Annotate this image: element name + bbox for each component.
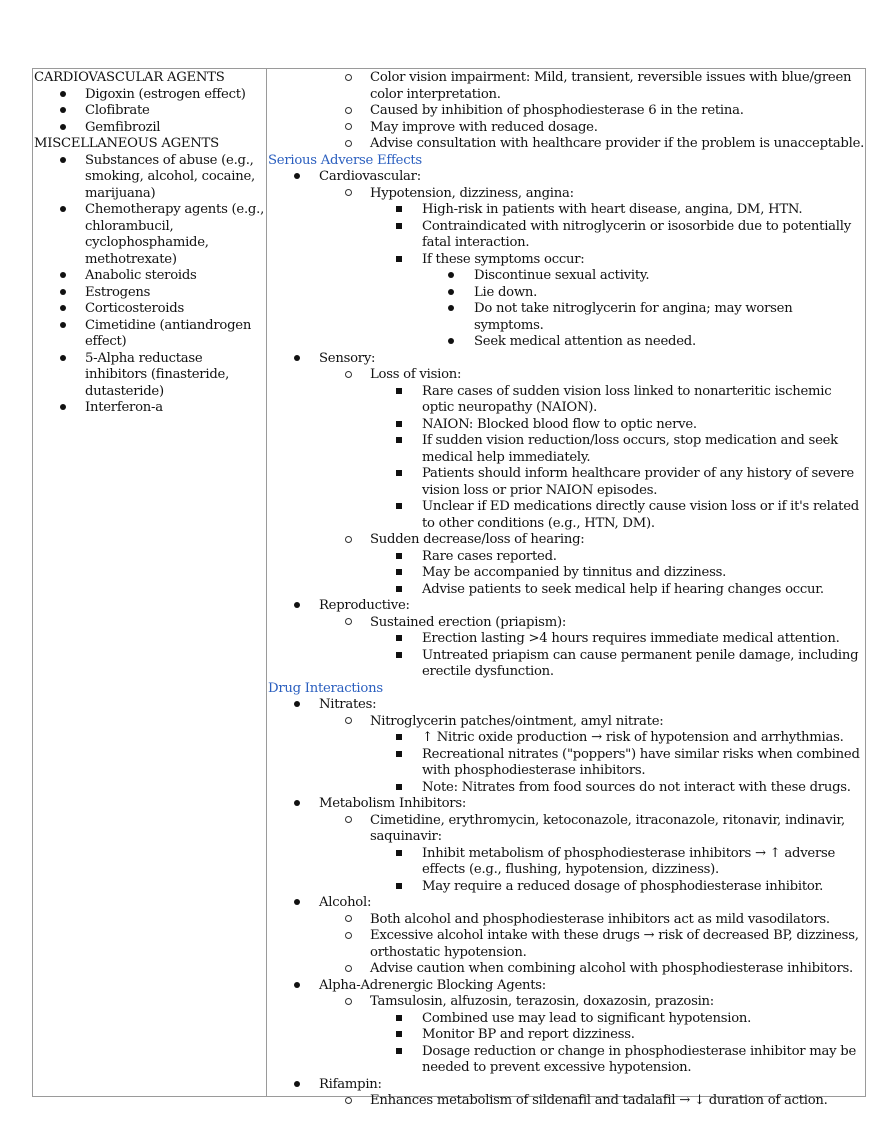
- list-item: Seek medical attention as needed.: [422, 334, 865, 351]
- bullet-square-icon: [389, 1011, 409, 1028]
- list-item: Discontinue sexual activity.: [422, 268, 865, 285]
- drug-info-table: [32, 68, 866, 1108]
- bullet-square-icon: [389, 846, 409, 863]
- list-item: Recreational nitrates ("poppers") have similar risks when combined with phosphodiesterase inhibitors.: [370, 747, 865, 780]
- hearing-loss-list: [370, 549, 865, 599]
- bullet-square-icon: [389, 1044, 409, 1061]
- right-column: [267, 69, 865, 1108]
- bullet-circle-icon: [338, 813, 358, 830]
- color-vision-list: [319, 70, 865, 153]
- list-item: Loss of vision: Rare cases of sudden vision loss linked to nonarteritic ischemic optic neuropathy (NAION). NAION: Blocked blood flow to optic nerve. If sudden vision reduction/loss occurs, stop medication and seek medical help immediately. Patients should inform healthcare provider of any history of severe vision loss or prior NAION episodes. Unclear if ED medications directly cause vision loss or if it's related to other conditions (e.g., HTN, DM).: [319, 367, 865, 532]
- bullet-dot-icon: [287, 351, 307, 368]
- bullet-square-icon: [389, 384, 409, 401]
- bullet-square-icon: [389, 252, 409, 269]
- miscellaneous-agents-list: [34, 153, 264, 417]
- bullet-dot-icon: [441, 301, 461, 318]
- bullet-dot-icon: [287, 697, 307, 714]
- bullet-square-icon: [389, 780, 409, 797]
- list-item: Cimetidine (antiandrogen effect): [34, 318, 264, 351]
- bullet-dot-icon: [287, 1077, 307, 1094]
- bullet-dot-icon: [53, 120, 73, 137]
- bullet-dot-icon: [53, 153, 73, 170]
- alpha-blocker-effects-list: [370, 1011, 865, 1077]
- bullet-square-icon: [389, 219, 409, 236]
- list-item: May be accompanied by tinnitus and dizziness.: [370, 565, 865, 582]
- bullet-dot-icon: [53, 351, 73, 368]
- drug-interactions-list: [268, 697, 865, 1110]
- list-item: Lie down.: [422, 285, 865, 302]
- nitrates-sublist: [319, 714, 865, 797]
- bullet-dot-icon: [53, 301, 73, 318]
- serious-adverse-effects-list: [268, 169, 865, 681]
- list-item-alpha-blockers: Alpha-Adrenergic Blocking Agents: Tamsulosin, alfuzosin, terazosin, doxazosin, prazosin: Combined use may lead to significant hypotension. Monitor BP and report dizziness. Dosage reduction or change in phosphodiesterase inhibitor may be needed to prevent excessive hypotension.: [268, 978, 865, 1077]
- list-item: Color vision impairment: Mild, transient, reversible issues with blue/green color interpretation.: [319, 70, 865, 103]
- list-item: Nitroglycerin patches/ointment, amyl nitrate: ↑ Nitric oxide production → risk of hypotension and arrhythmias. Recreational nitrates ("poppers") have similar risks when combined with phosphodiesterase inhibitors. Note: Nitrates from food sources do not interact with these drugs.: [319, 714, 865, 797]
- list-item: Sustained erection (priapism): Erection lasting >4 hours requires immediate medical attention. Untreated priapism can cause permanent penile damage, including erectile dysfunction.: [319, 615, 865, 681]
- list-item: Interferon-a: [34, 400, 264, 417]
- list-item: Clofibrate: [34, 103, 264, 120]
- bullet-circle-icon: [338, 928, 358, 945]
- bullet-circle-icon: [338, 120, 358, 137]
- reproductive-sublist: [319, 615, 865, 681]
- bullet-dot-icon: [287, 598, 307, 615]
- bullet-square-icon: [389, 631, 409, 648]
- list-item: 5-Alpha reductase inhibitors (finasteride, dutasteride): [34, 351, 264, 401]
- list-item: Caused by inhibition of phosphodiesterase 6 in the retina.: [319, 103, 865, 120]
- section-heading-cardiovascular-agents: CARDIOVASCULAR AGENTS: [34, 70, 225, 85]
- bullet-dot-icon: [53, 268, 73, 285]
- list-item: Advise consultation with healthcare provider if the problem is unacceptable.: [319, 136, 865, 153]
- bullet-dot-icon: [441, 334, 461, 351]
- list-item: Advise patients to seek medical help if hearing changes occur.: [370, 582, 865, 599]
- list-item: Tamsulosin, alfuzosin, terazosin, doxazosin, prazosin: Combined use may lead to significant hypotension. Monitor BP and report dizziness. Dosage reduction or change in phosphodiesterase inhibitor may be needed to prevent excessive hypotension.: [319, 994, 865, 1077]
- list-item: May require a reduced dosage of phosphodiesterase inhibitor.: [370, 879, 865, 896]
- bullet-dot-icon: [441, 285, 461, 302]
- bullet-circle-icon: [338, 103, 358, 120]
- bullet-circle-icon: [338, 532, 358, 549]
- list-item: Combined use may lead to significant hypotension.: [370, 1011, 865, 1028]
- list-item-rifampin: Rifampin: Enhances metabolism of sildenafil and tadalafil → ↓ duration of action.: [268, 1077, 865, 1110]
- list-item: Both alcohol and phosphodiesterase inhibitors act as mild vasodilators.: [319, 912, 865, 929]
- list-item: Excessive alcohol intake with these drugs → risk of decreased BP, dizziness, orthostatic hypotension.: [319, 928, 865, 961]
- list-item: Hypotension, dizziness, angina: High-risk in patients with heart disease, angina, DM, HTN. Contraindicated with nitroglycerin or isosorbide due to potentially fatal interaction. If these symptoms occur: Discontinue sexual activity. Lie down. Do not take nitroglycerin for angina; may worsen symptoms. Seek medical attention as needed.: [319, 186, 865, 351]
- list-item: Chemotherapy agents (e.g., chlorambucil, cyclophosphamide, methotrexate): [34, 202, 264, 268]
- bullet-square-icon: [389, 1027, 409, 1044]
- bullet-square-icon: [389, 549, 409, 566]
- list-item: Substances of abuse (e.g., smoking, alcohol, cocaine, marijuana): [34, 153, 264, 203]
- list-item-cardiovascular: Cardiovascular: Hypotension, dizziness, angina: High-risk in patients with heart disease, angina, DM, HTN. Contraindicated with nitroglycerin or isosorbide due to potentially fatal interaction. If these symptoms occur: Discontinue sexual activity. Lie down. Do not take nitroglycerin for angina; may worsen symptoms. Seek medical attention as needed.: [268, 169, 865, 351]
- list-item: Contraindicated with nitroglycerin or isosorbide due to potentially fatal interaction.: [370, 219, 865, 252]
- list-item: NAION: Blocked blood flow to optic nerve.: [370, 417, 865, 434]
- sensory-sublist: [319, 367, 865, 598]
- bullet-dot-icon: [53, 400, 73, 417]
- list-item: If these symptoms occur: Discontinue sexual activity. Lie down. Do not take nitroglycerin for angina; may worsen symptoms. Seek medical attention as needed.: [370, 252, 865, 351]
- bullet-square-icon: [389, 879, 409, 896]
- bullet-circle-icon: [338, 615, 358, 632]
- bullet-square-icon: [389, 648, 409, 665]
- list-item-wrapper: [268, 70, 865, 153]
- list-item: Monitor BP and report dizziness.: [370, 1027, 865, 1044]
- metabolism-inhibitor-effects-list: [370, 846, 865, 896]
- bullet-dot-icon: [287, 895, 307, 912]
- nitroglycerin-list: [370, 730, 865, 796]
- bullet-square-icon: [389, 202, 409, 219]
- bullet-square-icon: [389, 466, 409, 483]
- bullet-dot-icon: [53, 285, 73, 302]
- list-item: Rare cases of sudden vision loss linked to nonarteritic ischemic optic neuropathy (NAION).: [370, 384, 865, 417]
- list-item: Enhances metabolism of sildenafil and tadalafil → ↓ duration of action.: [319, 1093, 865, 1110]
- rifampin-sublist: [319, 1093, 865, 1110]
- section-heading-serious-adverse-effects: Serious Adverse Effects: [268, 152, 422, 168]
- list-item: Rare cases reported.: [370, 549, 865, 566]
- continued-list-wrapper: [268, 70, 865, 153]
- bullet-circle-icon: [338, 714, 358, 731]
- priapism-list: [370, 631, 865, 681]
- section-heading-drug-interactions: Drug Interactions: [268, 680, 383, 696]
- bullet-circle-icon: [338, 136, 358, 153]
- symptom-actions-list: [422, 268, 865, 351]
- list-item: High-risk in patients with heart disease, angina, DM, HTN.: [370, 202, 865, 219]
- list-item: Erection lasting >4 hours requires immediate medical attention.: [370, 631, 865, 648]
- bullet-dot-icon: [287, 978, 307, 995]
- bullet-square-icon: [389, 747, 409, 764]
- list-item: Gemfibrozil: [34, 120, 264, 137]
- hypotension-sublist: [370, 202, 865, 351]
- bullet-circle-icon: [338, 1093, 358, 1110]
- list-item: If sudden vision reduction/loss occurs, stop medication and seek medical help immediately.: [370, 433, 865, 466]
- list-item: Do not take nitroglycerin for angina; may worsen symptoms.: [422, 301, 865, 334]
- list-item: Unclear if ED medications directly cause vision loss or if it's related to other conditions (e.g., HTN, DM).: [370, 499, 865, 532]
- bullet-circle-icon: [338, 367, 358, 384]
- list-item: Anabolic steroids: [34, 268, 264, 285]
- list-item: Untreated priapism can cause permanent penile damage, including erectile dysfunction.: [370, 648, 865, 681]
- bullet-square-icon: [389, 565, 409, 582]
- bullet-dot-icon: [53, 202, 73, 219]
- bullet-circle-icon: [338, 912, 358, 929]
- alpha-blockers-sublist: [319, 994, 865, 1077]
- cardiovascular-sublist: [319, 186, 865, 351]
- bullet-circle-icon: [338, 186, 358, 203]
- list-item: Estrogens: [34, 285, 264, 302]
- bullet-square-icon: [389, 417, 409, 434]
- bullet-square-icon: [389, 730, 409, 747]
- left-column: [33, 69, 267, 1096]
- list-item: Inhibit metabolism of phosphodiesterase inhibitors → ↑ adverse effects (e.g., flushing, hypotension, dizziness).: [370, 846, 865, 879]
- list-item: Patients should inform healthcare provider of any history of severe vision loss or prior NAION episodes.: [370, 466, 865, 499]
- list-item: ↑ Nitric oxide production → risk of hypotension and arrhythmias.: [370, 730, 865, 747]
- list-item: Digoxin (estrogen effect): [34, 87, 264, 104]
- bullet-dot-icon: [53, 103, 73, 120]
- list-item: Sudden decrease/loss of hearing: Rare cases reported. May be accompanied by tinnitus and dizziness. Advise patients to seek medical help if hearing changes occur.: [319, 532, 865, 598]
- bullet-dot-icon: [53, 318, 73, 335]
- list-item: Dosage reduction or change in phosphodiesterase inhibitor may be needed to prevent excessive hypotension.: [370, 1044, 865, 1077]
- list-item: Corticosteroids: [34, 301, 264, 318]
- list-item: May improve with reduced dosage.: [319, 120, 865, 137]
- list-item-reproductive: Reproductive: Sustained erection (priapism): Erection lasting >4 hours requires immediate medical attention. Untreated priapism can cause permanent penile damage, including erectile dysfunction.: [268, 598, 865, 681]
- alcohol-sublist: [319, 912, 865, 978]
- bullet-square-icon: [389, 499, 409, 516]
- section-heading-miscellaneous-agents: MISCELLANEOUS AGENTS: [34, 136, 219, 151]
- metabolism-inhibitors-sublist: [319, 813, 865, 896]
- bullet-square-icon: [389, 433, 409, 450]
- list-item: Cimetidine, erythromycin, ketoconazole, itraconazole, ritonavir, indinavir, saquinavir: Inhibit metabolism of phosphodiesterase inhibitors → ↑ adverse effects (e.g., flushing, hypotension, dizziness). May require a reduced dosage of phosphodiesterase inhibitor.: [319, 813, 865, 896]
- list-item-nitrates: Nitrates: Nitroglycerin patches/ointment, amyl nitrate: ↑ Nitric oxide production → risk of hypotension and arrhythmias. Recreational nitrates ("poppers") have similar risks when combined with phosphodiesterase inhibitors. Note: Nitrates from food sources do not interact with these drugs.: [268, 697, 865, 796]
- list-item-sensory: Sensory: Loss of vision: Rare cases of sudden vision loss linked to nonarteritic ischemic optic neuropathy (NAION). NAION: Blocked blood flow to optic nerve. If sudden vision reduction/loss occurs, stop medication and seek medical help immediately. Patients should inform healthcare provider of any history of severe vision loss or prior NAION episodes. Unclear if ED medications directly cause vision loss or if it's related to other conditions (e.g., HTN, DM). Sudden decrease/loss of hearing: Rare cases reported. May be accompanied by tinnitus and dizziness. Advise patients to seek medical help if hearing changes occur.: [268, 351, 865, 599]
- bullet-circle-icon: [338, 994, 358, 1011]
- bullet-square-icon: [389, 582, 409, 599]
- bullet-circle-icon: [338, 961, 358, 978]
- list-item-alcohol: Alcohol: Both alcohol and phosphodiesterase inhibitors act as mild vasodilators. Excessive alcohol intake with these drugs → risk of decreased BP, dizziness, orthostatic hypotension. Advise caution when combining alcohol with phosphodiesterase inhibitors.: [268, 895, 865, 978]
- vision-loss-list: [370, 384, 865, 533]
- bullet-dot-icon: [441, 268, 461, 285]
- cardiovascular-agents-list: [34, 87, 264, 137]
- list-item-metabolism-inhibitors: Metabolism Inhibitors: Cimetidine, erythromycin, ketoconazole, itraconazole, ritonavir, indinavir, saquinavir: Inhibit metabolism of phosphodiesterase inhibitors → ↑ adverse effects (e.g., flushing, hypotension, dizziness). May require a reduced dosage of phosphodiesterase inhibitor.: [268, 796, 865, 895]
- bullet-dot-icon: [287, 796, 307, 813]
- list-item: Advise caution when combining alcohol with phosphodiesterase inhibitors.: [319, 961, 865, 978]
- bullet-dot-icon: [287, 169, 307, 186]
- list-item: Note: Nitrates from food sources do not interact with these drugs.: [370, 780, 865, 797]
- bullet-circle-icon: [338, 70, 358, 87]
- bullet-dot-icon: [53, 87, 73, 104]
